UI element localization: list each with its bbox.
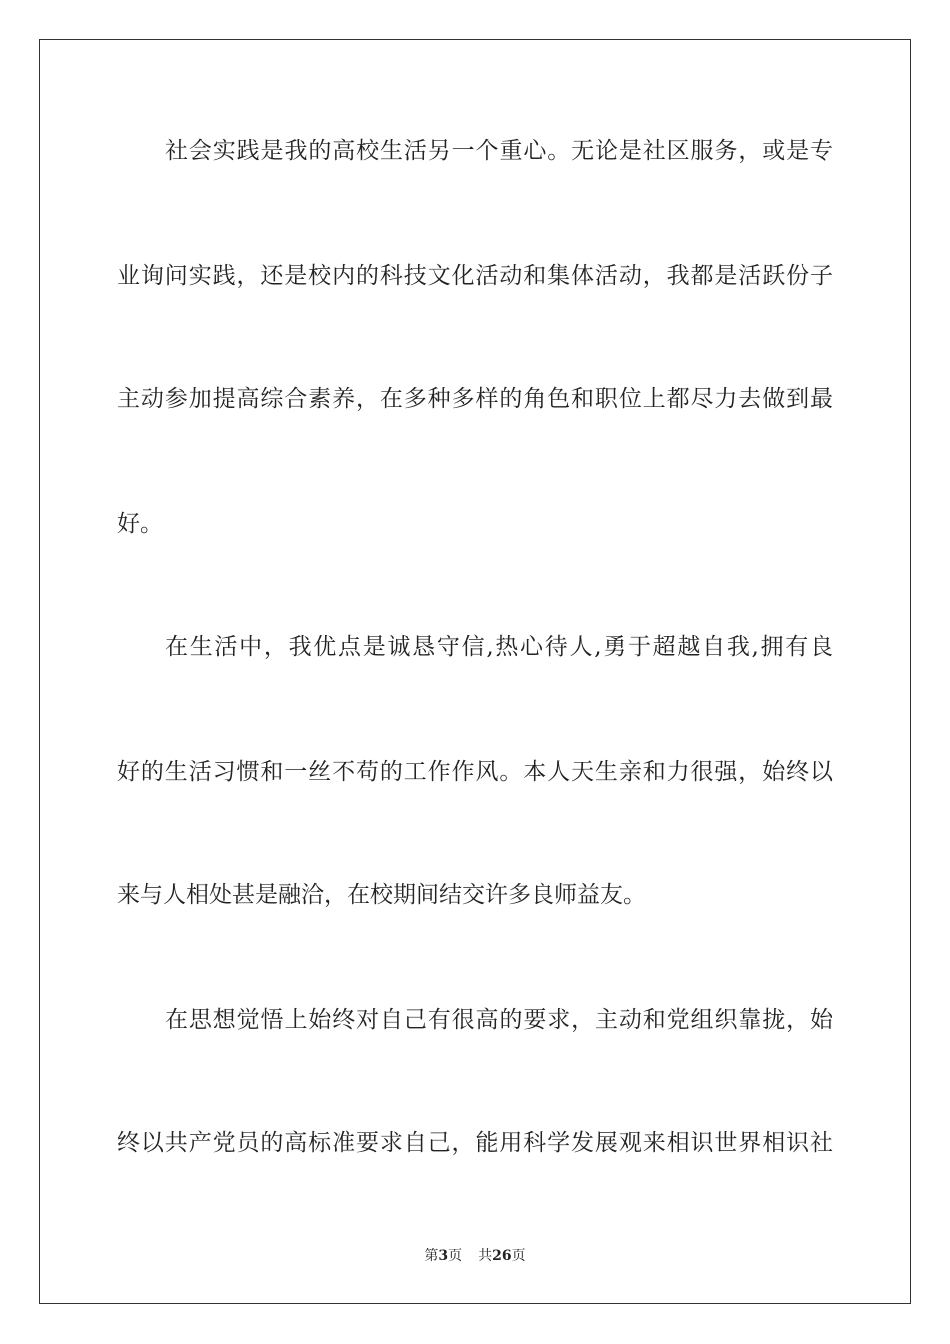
footer-page-suffix: 页 <box>448 1248 463 1264</box>
paragraph-3-line-1: 在思想觉悟上始终对自己有很高的要求，主动和党组织靠拢，始 <box>165 1007 833 1033</box>
footer-page-prefix: 第 <box>424 1248 439 1264</box>
paragraph-2-line-3: 来与人相处甚是融洽，在校期间结交许多良师益友。 <box>117 882 646 908</box>
paragraph-1-line-3: 主动参加提高综合素养，在多种多样的角色和职位上都尽力去做到最 <box>117 386 833 412</box>
paragraph-2-line-1: 在生活中，我优点是诚恳守信,热心待人,勇于超越自我,拥有良 <box>165 634 833 660</box>
page-frame <box>39 39 911 1304</box>
footer-total-suffix: 页 <box>511 1248 526 1264</box>
page-footer <box>0 1246 950 1266</box>
footer-total-pages: 26 <box>492 1248 512 1264</box>
footer-page-number: 3 <box>438 1248 449 1264</box>
paragraph-3-line-2: 终以共产党员的高标准要求自己，能用科学发展观来相识世界相识社 <box>117 1130 833 1156</box>
paragraph-1-line-4: 好。 <box>117 511 163 537</box>
paragraph-2-line-2: 好的生活习惯和一丝不苟的工作作风。本人天生亲和力很强，始终以 <box>117 759 833 785</box>
paragraph-1-line-2: 业询问实践，还是校内的科技文化活动和集体活动，我都是活跃份子 <box>117 263 833 289</box>
footer-total-prefix: 共 <box>478 1248 493 1264</box>
paragraph-1-line-1: 社会实践是我的高校生活另一个重心。无论是社区服务，或是专 <box>165 138 833 164</box>
